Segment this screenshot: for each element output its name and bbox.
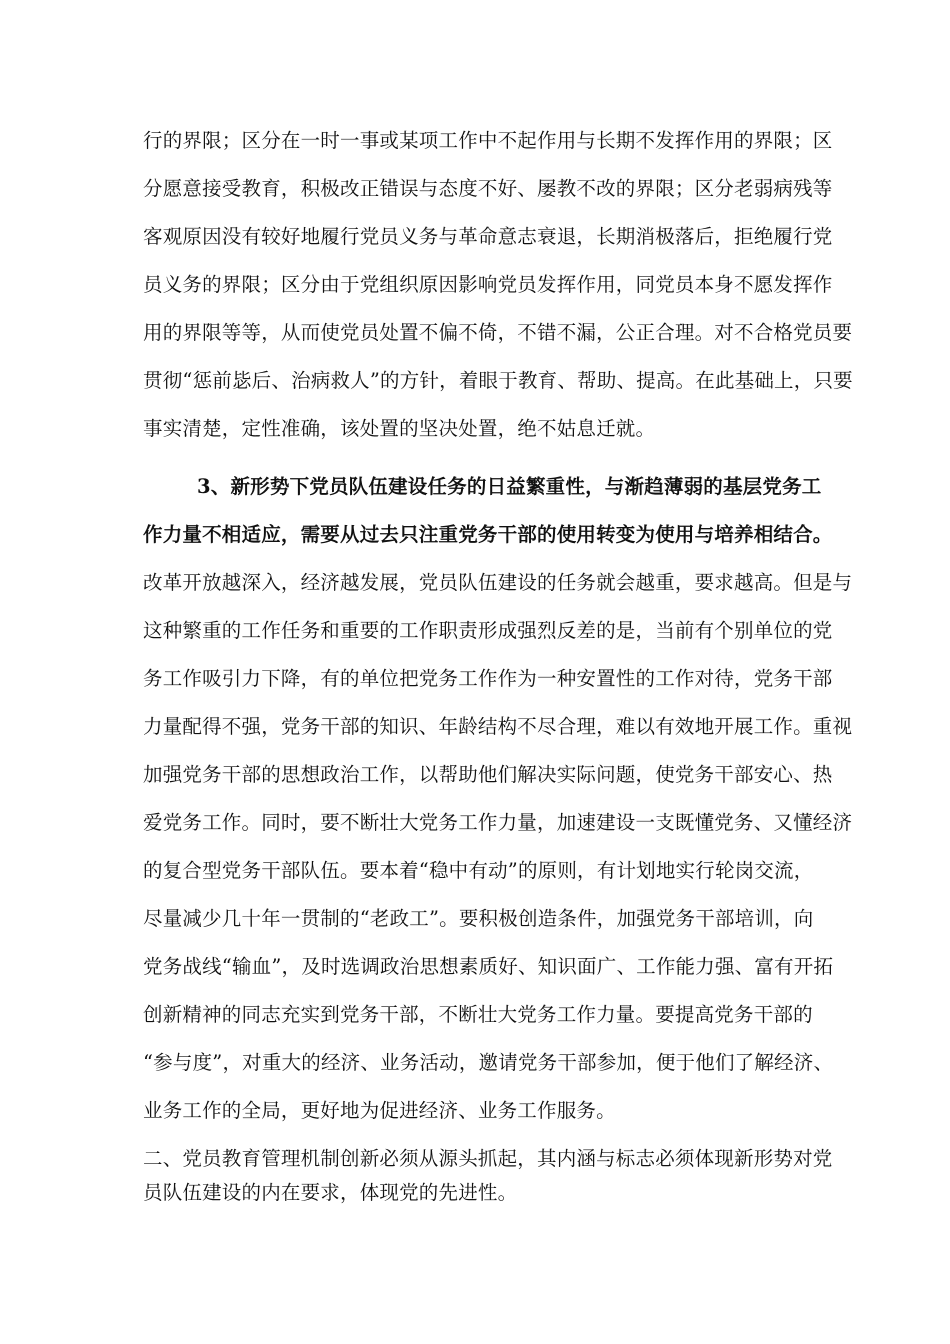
heading-3-line-2: 作力量不相适应，需要从过去只注重党务干部的使用转变为使用与培养相结合。 [143,523,833,546]
paragraph-1-line-5: 用的界限等等，从而使党员处置不偏不倚，不错不漏，公正合理。对不合格党员要 [143,321,853,344]
paragraph-2-line-4: 力量配得不强，党务干部的知识、年龄结构不尽合理，难以有效地开展工作。重视 [143,715,853,738]
section-2-line-2: 员队伍建设的内在要求，体现党的先进性。 [143,1181,518,1204]
section-2-line-1: 二、党员教育管理机制创新必须从源头抓起，其内涵与标志必须体现新形势对党 [143,1147,833,1170]
paragraph-2-line-10: 创新精神的同志充实到党务干部，不断壮大党务工作力量。要提高党务干部的 [143,1003,813,1026]
paragraph-2-line-5: 加强党务干部的思想政治工作，以帮助他们解决实际问题，使党务干部安心、热 [143,763,833,786]
paragraph-2-line-7: 的复合型党务干部队伍。要本着“稳中有动”的原则，有计划地实行轮岗交流， [143,859,814,882]
paragraph-2-line-9: 党务战线“输血”，及时选调政治思想素质好、知识面广、工作能力强、富有开拓 [143,955,834,978]
paragraph-2-line-11: “参与度”，对重大的经济、业务活动，邀请党务干部参加，便于他们了解经济、 [143,1051,834,1074]
paragraph-2-line-6: 爱党务工作。同时，要不断壮大党务工作力量，加速建设一支既懂党务、又懂经济 [143,811,853,834]
paragraph-1-line-6: 贯彻“惩前毖后、治病救人”的方针，着眼于教育、帮助、提高。在此基础上，只要 [143,369,853,392]
paragraph-2-line-8: 尽量减少几十年一贯制的“老政工”。要积极创造条件，加强党务干部培训，向 [143,907,814,930]
paragraph-2-line-1: 改革开放越深入，经济越发展，党员队伍建设的任务就会越重，要求越高。但是与 [143,571,853,594]
paragraph-1-line-7: 事实清楚，定性准确，该处置的坚决处置，绝不姑息迁就。 [143,417,656,440]
paragraph-1-line-2: 分愿意接受教育，积极改正错误与态度不好、屡教不改的界限；区分老弱病残等 [143,177,833,200]
paragraph-1-line-4: 员义务的界限；区分由于党组织原因影响党员发挥作用，同党员本身不愿发挥作 [143,273,833,296]
heading-3-line-1: 3、新形势下党员队伍建设任务的日益繁重性，与渐趋薄弱的基层党务工 [197,475,822,498]
paragraph-2-line-3: 务工作吸引力下降，有的单位把党务工作作为一种安置性的工作对待，党务干部 [143,667,833,690]
paragraph-2-line-2: 这种繁重的工作任务和重要的工作职责形成强烈反差的是，当前有个别单位的党 [143,619,833,642]
paragraph-1-line-1: 行的界限；区分在一时一事或某项工作中不起作用与长期不发挥作用的界限；区 [143,129,833,152]
paragraph-2-line-12: 业务工作的全局，更好地为促进经济、业务工作服务。 [143,1099,616,1122]
paragraph-1-line-3: 客观原因没有较好地履行党员义务与革命意志衰退，长期消极落后，拒绝履行党 [143,225,833,248]
